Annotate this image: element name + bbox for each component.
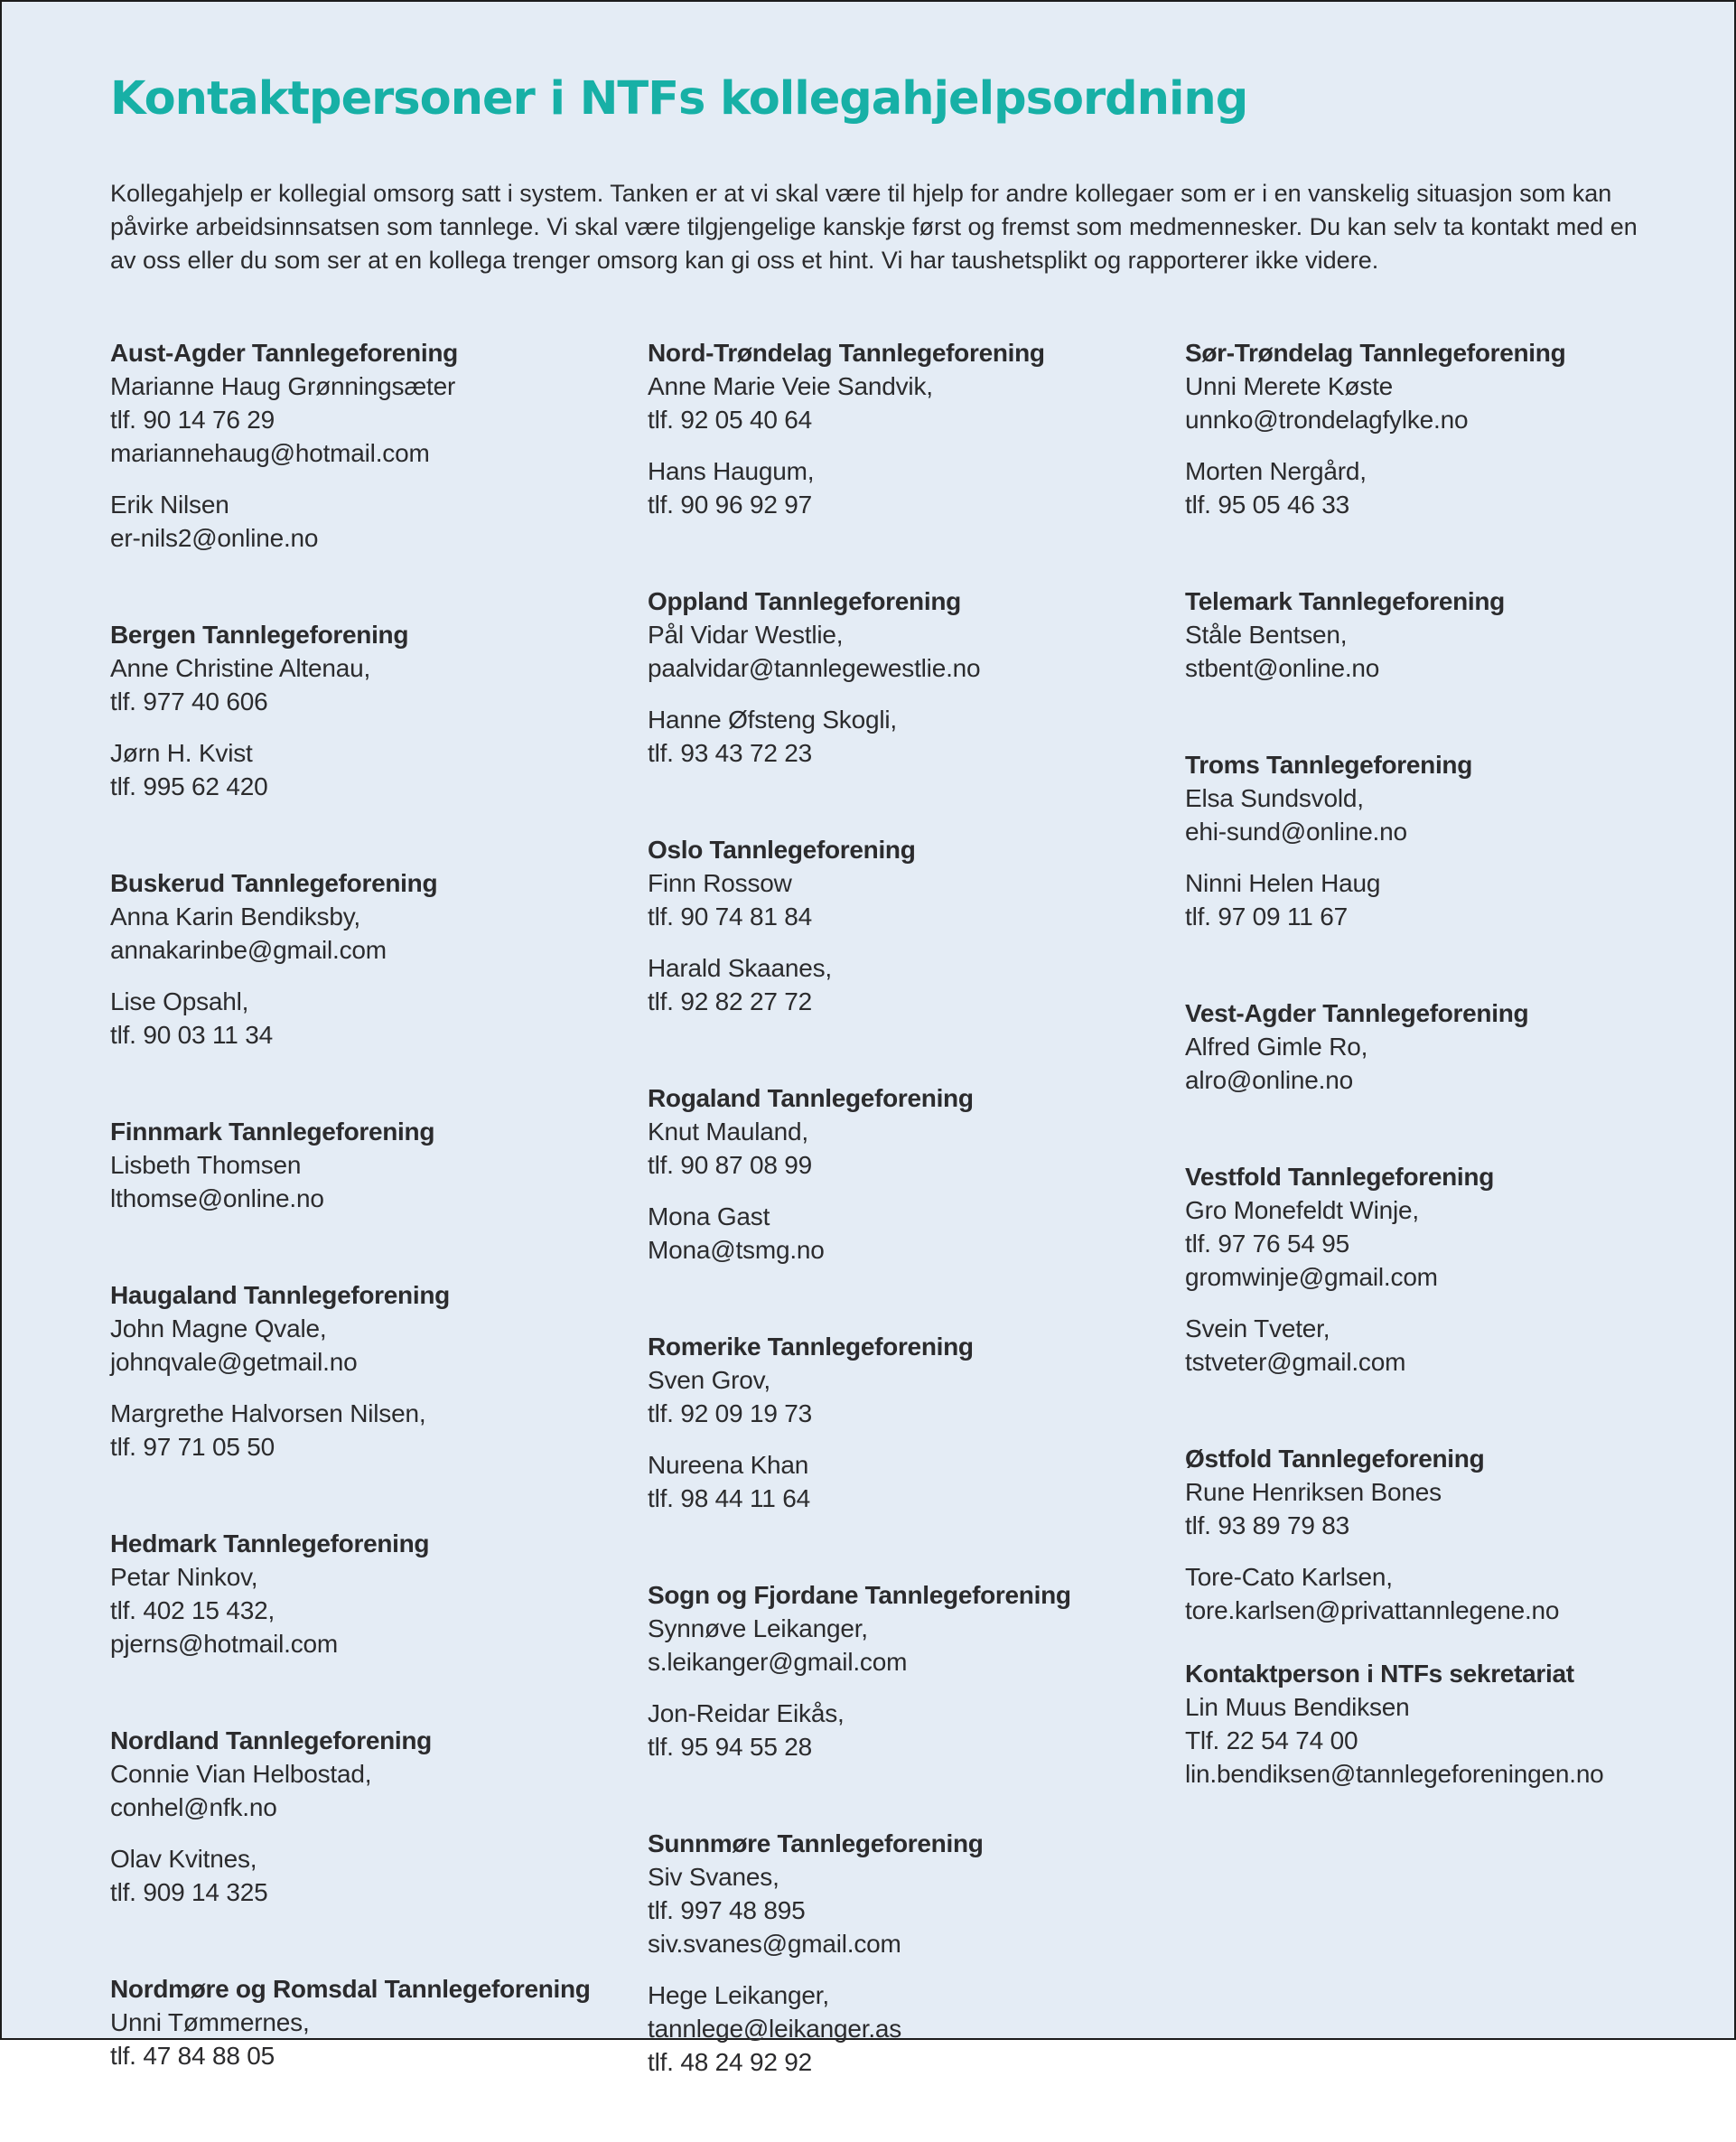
contact-name: Lise Opsahl,	[110, 987, 249, 1015]
person-entry	[110, 1397, 634, 1464]
contact-name: Tore-Cato Karlsen,	[1185, 1563, 1393, 1591]
contact-name: Hanne Øfsteng Skogli,	[648, 706, 897, 734]
contact-name: Ninni Helen Haug	[1185, 869, 1381, 897]
person-entry	[648, 1697, 1171, 1763]
association-name: Sunnmøre Tannlegeforening	[648, 1829, 984, 1857]
contact-phone: tlf. 90 74 81 84	[648, 903, 813, 931]
person-entry	[648, 1200, 1171, 1267]
contact-phone: tlf. 97 09 11 67	[1185, 903, 1348, 931]
person-entry	[648, 618, 1171, 685]
contact-email[interactable]: gromwinje@gmail.com	[1185, 1263, 1438, 1291]
person-entry	[648, 1612, 1171, 1679]
contact-phone: tlf. 98 44 11 64	[648, 1484, 810, 1512]
person-entry	[110, 488, 634, 555]
contact-phone: tlf. 47 84 88 05	[110, 2042, 275, 2070]
contact-name: Marianne Haug Grønningsæter	[110, 372, 456, 400]
column-2	[648, 336, 1171, 2142]
contact-name: Alfred Gimle Ro,	[1185, 1033, 1368, 1061]
association-name: Vest-Agder Tannlegeforening	[1185, 999, 1529, 1027]
contact-email[interactable]: tore.karlsen@privattannlegene.no	[1185, 1596, 1560, 1624]
contact-phone: tlf. 92 05 40 64	[648, 406, 813, 434]
association-entry	[110, 1115, 634, 1215]
person-entry	[648, 1860, 1171, 1960]
association-name: Hedmark Tannlegeforening	[110, 1529, 430, 1557]
contact-email[interactable]: s.leikanger@gmail.com	[648, 1648, 908, 1676]
person-entry	[110, 1312, 634, 1379]
contact-phone: tlf. 95 05 46 33	[1185, 491, 1350, 519]
contact-name: Jørn H. Kvist	[110, 739, 253, 767]
association-entry	[110, 1527, 634, 1660]
person-entry	[110, 2006, 634, 2072]
person-entry	[648, 1115, 1171, 1182]
association-entry	[648, 833, 1171, 1018]
contact-email[interactable]: lthomse@online.no	[110, 1184, 324, 1212]
contact-email[interactable]: stbent@online.no	[1185, 654, 1380, 682]
contact-name: Morten Nergård,	[1185, 457, 1367, 485]
person-entry	[648, 703, 1171, 770]
contact-email[interactable]: lin.bendiksen@tannlegeforeningen.no	[1185, 1760, 1604, 1788]
person-entry	[1185, 1312, 1709, 1379]
association-entry	[110, 866, 634, 1052]
contact-email[interactable]: Mona@tsmg.no	[648, 1236, 825, 1264]
contact-name: John Magne Qvale,	[110, 1314, 327, 1342]
association-name: Nordmøre og Romsdal Tannlegeforening	[110, 1975, 591, 2003]
contact-name: Ståle Bentsen,	[1185, 621, 1348, 649]
person-entry	[110, 1842, 634, 1909]
association-entry	[110, 1724, 634, 1909]
contact-phone: Tlf. 22 54 74 00	[1185, 1726, 1358, 1754]
contact-email[interactable]: johnqvale@getmail.no	[110, 1348, 358, 1376]
secretariat-heading: Kontaktperson i NTFs sekretariat	[1185, 1660, 1574, 1688]
person-entry	[110, 736, 634, 803]
contact-email[interactable]: alro@online.no	[1185, 1066, 1353, 1094]
person-entry	[1185, 866, 1709, 933]
contact-email[interactable]: tannlege@leikanger.as	[648, 2015, 902, 2043]
contact-email[interactable]: annakarinbe@gmail.com	[110, 936, 387, 964]
association-entry	[1185, 748, 1709, 933]
contact-phone: tlf. 90 87 08 99	[648, 1151, 813, 1179]
association-entry	[1185, 1442, 1709, 1627]
person-entry	[110, 1560, 634, 1660]
person-entry	[1185, 1475, 1709, 1542]
person-entry	[110, 1148, 634, 1215]
contact-name: Margrethe Halvorsen Nilsen,	[110, 1399, 426, 1427]
contact-name: Petar Ninkov,	[110, 1563, 258, 1591]
association-name: Bergen Tannlegeforening	[110, 621, 409, 649]
contact-email[interactable]: unnko@trondelagfylke.no	[1185, 406, 1469, 434]
person-entry	[110, 900, 634, 967]
association-name: Sør-Trøndelag Tannlegeforening	[1185, 339, 1566, 367]
contact-phone: tlf. 92 09 19 73	[648, 1399, 813, 1427]
contact-email[interactable]: tstveter@gmail.com	[1185, 1348, 1406, 1376]
secretariat-contact	[1185, 1657, 1709, 1791]
contact-name: Hege Leikanger,	[648, 1981, 829, 2009]
association-entry	[110, 336, 634, 555]
contact-email[interactable]: ehi-sund@online.no	[1185, 818, 1407, 846]
intro-paragraph: Kollegahjelp er kollegial omsorg satt i system. Tanken er at vi skal være til hjelp for andre kollegaer som er i en vanskelig situasjon som kan påvirke arbeidsinnsatsen som tannlege. Vi skal være tilgjengelige kanskje først og fremst som medmennesker. Du kan selv ta kontakt med en av oss eller du som ser at en kollega trenger omsorg kan gi oss et hint. Vi har taushetsplikt og rapporterer ikke videre.	[110, 180, 1638, 274]
contact-phone: tlf. 909 14 325	[110, 1878, 268, 1906]
association-entry	[1185, 585, 1709, 685]
contact-name: Olav Kvitnes,	[110, 1845, 257, 1873]
association-entry	[110, 618, 634, 803]
person-entry	[648, 1448, 1171, 1515]
person-entry	[648, 369, 1171, 436]
contact-name: Unni Tømmernes,	[110, 2008, 310, 2036]
contact-name: Pål Vidar Westlie,	[648, 621, 844, 649]
person-entry	[648, 1363, 1171, 1430]
association-name: Nordland Tannlegeforening	[110, 1726, 432, 1754]
contact-name: Anne Marie Veie Sandvik,	[648, 372, 933, 400]
contact-name: Gro Monefeldt Winje,	[1185, 1196, 1419, 1224]
person-entry	[648, 866, 1171, 933]
contact-phone: tlf. 90 96 92 97	[648, 491, 813, 519]
contact-phone: tlf. 997 48 895	[648, 1896, 806, 1924]
association-name: Haugaland Tannlegeforening	[110, 1281, 450, 1309]
contact-name: Jon-Reidar Eikås,	[648, 1699, 845, 1727]
association-entry	[1185, 1160, 1709, 1379]
contact-email[interactable]: paalvidar@tannlegewestlie.no	[648, 654, 981, 682]
person-entry	[110, 369, 634, 470]
association-name: Finnmark Tannlegeforening	[110, 1118, 435, 1146]
person-entry	[1185, 1560, 1709, 1627]
association-entry	[110, 1278, 634, 1464]
association-name: Sogn og Fjordane Tannlegeforening	[648, 1581, 1071, 1609]
person-entry	[648, 951, 1171, 1018]
contact-name: Svein Tveter,	[1185, 1314, 1330, 1342]
contact-name: Sven Grov,	[648, 1366, 770, 1394]
contact-name: Anna Karin Bendiksby,	[110, 903, 361, 931]
association-entry	[648, 1081, 1171, 1267]
contact-phone: tlf. 95 94 55 28	[648, 1733, 813, 1761]
person-entry	[648, 454, 1171, 521]
contact-phone: tlf. 90 14 76 29	[110, 406, 275, 434]
contact-phone: tlf. 90 03 11 34	[110, 1021, 273, 1049]
contact-name: Siv Svanes,	[648, 1863, 779, 1891]
column-1	[110, 336, 634, 2136]
association-name: Vestfold Tannlegeforening	[1185, 1163, 1495, 1191]
association-name: Østfold Tannlegeforening	[1185, 1445, 1485, 1473]
contact-name: Anne Christine Altenau,	[110, 654, 371, 682]
association-name: Rogaland Tannlegeforening	[648, 1084, 974, 1112]
person-entry	[1185, 781, 1709, 848]
contact-phone: tlf. 48 24 92 92	[648, 2048, 813, 2076]
person-entry	[1185, 1690, 1709, 1791]
association-name: Romerike Tannlegeforening	[648, 1333, 974, 1361]
association-name: Oppland Tannlegeforening	[648, 587, 961, 615]
association-name: Aust-Agder Tannlegeforening	[110, 339, 458, 367]
contact-name: Unni Merete Køste	[1185, 372, 1394, 400]
contact-email[interactable]: mariannehaug@hotmail.com	[110, 439, 430, 467]
association-entry	[1185, 996, 1709, 1097]
contact-name: Harald Skaanes,	[648, 954, 833, 982]
association-entry	[110, 1972, 634, 2072]
contact-name: Erik Nilsen	[110, 491, 229, 519]
contact-phone: tlf. 995 62 420	[110, 772, 268, 800]
contact-name: Connie Vian Helbostad,	[110, 1760, 372, 1788]
contact-name: Elsa Sundsvold,	[1185, 784, 1364, 812]
contact-email[interactable]: siv.svanes@gmail.com	[648, 1930, 901, 1958]
association-entry	[1185, 336, 1709, 521]
contact-name: Synnøve Leikanger,	[648, 1614, 868, 1642]
contact-phone: tlf. 92 82 27 72	[648, 987, 813, 1015]
contact-name: Nureena Khan	[648, 1451, 809, 1479]
contact-email[interactable]: pjerns@hotmail.com	[110, 1630, 339, 1658]
contact-phone: tlf. 977 40 606	[110, 687, 268, 716]
association-entry	[648, 1827, 1171, 2079]
contact-name: Rune Henriksen Bones	[1185, 1478, 1442, 1506]
contact-name: Lin Muus Bendiksen	[1185, 1693, 1410, 1721]
association-name: Nord-Trøndelag Tannlegeforening	[648, 339, 1045, 367]
association-name: Telemark Tannlegeforening	[1185, 587, 1505, 615]
person-entry	[110, 651, 634, 718]
person-entry	[1185, 618, 1709, 685]
person-entry	[110, 985, 634, 1052]
contact-email[interactable]: conhel@nfk.no	[110, 1793, 277, 1821]
association-name: Troms Tannlegeforening	[1185, 751, 1473, 779]
association-entry	[648, 1330, 1171, 1515]
association-name: Buskerud Tannlegeforening	[110, 869, 438, 897]
contact-name: Knut Mauland,	[648, 1118, 808, 1146]
person-entry	[1185, 1030, 1709, 1097]
contact-name: Mona Gast	[648, 1202, 770, 1230]
person-entry	[1185, 369, 1709, 436]
association-entry	[648, 585, 1171, 770]
contact-name: Hans Haugum,	[648, 457, 815, 485]
contact-phone: tlf. 93 43 72 23	[648, 739, 813, 767]
person-entry	[1185, 1193, 1709, 1294]
page-title: Kontaktpersoner i NTFs kollegahjelpsordning	[110, 72, 1248, 126]
person-entry	[648, 1978, 1171, 2079]
column-3	[1185, 336, 1709, 1690]
person-entry	[110, 1757, 634, 1824]
contact-phone: tlf. 402 15 432,	[110, 1596, 275, 1624]
contact-email[interactable]: er-nils2@online.no	[110, 524, 319, 552]
contact-name: Lisbeth Thomsen	[110, 1151, 302, 1179]
association-entry	[648, 1578, 1171, 1763]
contact-phone: tlf. 97 76 54 95	[1185, 1230, 1350, 1258]
contact-name: Finn Rossow	[648, 869, 792, 897]
association-name: Oslo Tannlegeforening	[648, 836, 916, 864]
contact-phone: tlf. 93 89 79 83	[1185, 1511, 1350, 1539]
association-entry	[648, 336, 1171, 521]
person-entry	[1185, 454, 1709, 521]
contact-phone: tlf. 97 71 05 50	[110, 1433, 275, 1461]
